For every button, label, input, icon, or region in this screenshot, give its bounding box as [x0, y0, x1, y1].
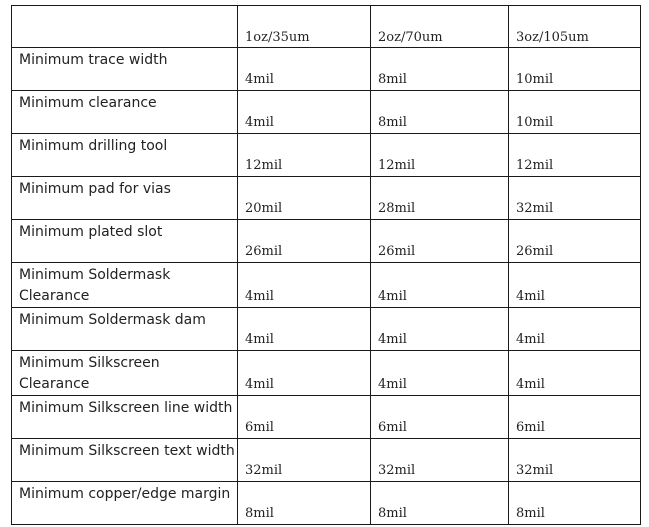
- value-cell: [238, 482, 371, 525]
- value-text: 4mil: [378, 289, 407, 304]
- table-row: [12, 177, 641, 220]
- column-header: 3oz/105um: [516, 30, 589, 45]
- parameter-label-line: Minimum copper/edge margin: [19, 486, 231, 502]
- value-text: 26mil: [378, 244, 416, 259]
- table-row: [12, 48, 641, 91]
- header-cell-empty: [12, 6, 238, 48]
- parameter-label: [12, 263, 237, 307]
- value-text: 20mil: [245, 201, 283, 216]
- parameter-label: [12, 482, 237, 505]
- column-header: 1oz/35um: [245, 30, 310, 45]
- parameter-label-line: Minimum trace width: [19, 52, 168, 68]
- parameter-label-line: Clearance: [19, 288, 90, 304]
- value-text: 8mil: [378, 115, 407, 130]
- value-cell: [509, 439, 641, 482]
- value-cell: [238, 48, 371, 91]
- value-text: 6mil: [516, 420, 545, 435]
- value-cell: [371, 396, 509, 439]
- value-cell: [238, 439, 371, 482]
- parameter-cell: [12, 396, 238, 439]
- value-cell: [371, 134, 509, 177]
- value-text: 4mil: [245, 72, 274, 87]
- parameter-label: [12, 396, 237, 419]
- parameter-label: [12, 351, 237, 395]
- parameter-label: [12, 48, 237, 71]
- value-cell: [371, 263, 509, 308]
- value-cell: [238, 91, 371, 134]
- value-cell: [371, 351, 509, 396]
- value-text: 4mil: [245, 377, 274, 392]
- parameter-label-line: Minimum Silkscreen text width: [19, 443, 235, 459]
- value-text: 4mil: [378, 377, 407, 392]
- parameter-label-line: Minimum Silkscreen: [19, 355, 160, 371]
- value-cell: [371, 48, 509, 91]
- parameter-label-line: Minimum clearance: [19, 95, 157, 111]
- value-text: 6mil: [378, 420, 407, 435]
- value-cell: [238, 351, 371, 396]
- value-text: 6mil: [245, 420, 274, 435]
- value-text: 32mil: [516, 201, 554, 216]
- parameter-cell: [12, 351, 238, 396]
- value-text: 12mil: [516, 158, 554, 173]
- value-cell: [509, 220, 641, 263]
- value-text: 4mil: [245, 115, 274, 130]
- parameter-cell: [12, 91, 238, 134]
- value-text: 4mil: [378, 332, 407, 347]
- column-header: 2oz/70um: [378, 30, 443, 45]
- parameter-label-line: Minimum Soldermask: [19, 267, 171, 283]
- table-row: [12, 351, 641, 396]
- header-row: [12, 6, 641, 48]
- value-text: 10mil: [516, 115, 554, 130]
- value-text: 26mil: [516, 244, 554, 259]
- value-cell: [509, 134, 641, 177]
- parameter-label-line: Minimum Silkscreen line width: [19, 400, 233, 416]
- table-row: [12, 263, 641, 308]
- value-text: 32mil: [516, 463, 554, 478]
- table-row: [12, 134, 641, 177]
- value-cell: [371, 220, 509, 263]
- value-cell: [509, 91, 641, 134]
- parameter-label: [12, 220, 237, 243]
- value-text: 28mil: [378, 201, 416, 216]
- value-text: 4mil: [516, 289, 545, 304]
- value-text: 8mil: [378, 506, 407, 521]
- value-text: 32mil: [245, 463, 283, 478]
- table-row: [12, 396, 641, 439]
- table-row: [12, 220, 641, 263]
- value-cell: [371, 308, 509, 351]
- table-row: [12, 482, 641, 525]
- table-row: [12, 439, 641, 482]
- value-text: 12mil: [378, 158, 416, 173]
- value-cell: [371, 482, 509, 525]
- value-text: 8mil: [516, 506, 545, 521]
- header-cell-2oz: [371, 6, 509, 48]
- header-cell-1oz: [238, 6, 371, 48]
- parameter-cell: [12, 220, 238, 263]
- parameter-label-line: Clearance: [19, 376, 90, 392]
- value-text: 4mil: [245, 332, 274, 347]
- parameter-label: [12, 439, 237, 462]
- value-cell: [371, 177, 509, 220]
- value-cell: [238, 396, 371, 439]
- table-row: [12, 91, 641, 134]
- parameter-cell: [12, 263, 238, 308]
- table-row: [12, 308, 641, 351]
- parameter-cell: [12, 439, 238, 482]
- value-cell: [238, 263, 371, 308]
- value-text: 32mil: [378, 463, 416, 478]
- parameter-label: [12, 308, 237, 331]
- value-text: 4mil: [516, 332, 545, 347]
- value-cell: [238, 220, 371, 263]
- value-cell: [509, 48, 641, 91]
- header-cell-3oz: [509, 6, 641, 48]
- value-cell: [509, 308, 641, 351]
- value-cell: [238, 177, 371, 220]
- parameter-cell: [12, 134, 238, 177]
- parameter-cell: [12, 308, 238, 351]
- value-text: 12mil: [245, 158, 283, 173]
- parameter-label: [12, 134, 237, 157]
- parameter-label-line: Minimum drilling tool: [19, 138, 168, 154]
- parameter-label-line: Minimum pad for vias: [19, 181, 171, 197]
- parameter-label-line: Minimum plated slot: [19, 224, 163, 240]
- value-cell: [509, 177, 641, 220]
- parameter-cell: [12, 177, 238, 220]
- value-text: 4mil: [245, 289, 274, 304]
- value-cell: [371, 91, 509, 134]
- value-cell: [509, 482, 641, 525]
- value-text: 26mil: [245, 244, 283, 259]
- value-cell: [238, 308, 371, 351]
- value-text: 10mil: [516, 72, 554, 87]
- value-text: 8mil: [378, 72, 407, 87]
- value-cell: [509, 396, 641, 439]
- value-text: 8mil: [245, 506, 274, 521]
- value-cell: [509, 263, 641, 308]
- value-cell: [371, 439, 509, 482]
- value-text: 4mil: [516, 377, 545, 392]
- pcb-capability-table: [11, 5, 641, 525]
- parameter-cell: [12, 48, 238, 91]
- parameter-label-line: Minimum Soldermask dam: [19, 312, 206, 328]
- parameter-label: [12, 91, 237, 114]
- value-cell: [509, 351, 641, 396]
- parameter-cell: [12, 482, 238, 525]
- value-cell: [238, 134, 371, 177]
- parameter-label: [12, 177, 237, 200]
